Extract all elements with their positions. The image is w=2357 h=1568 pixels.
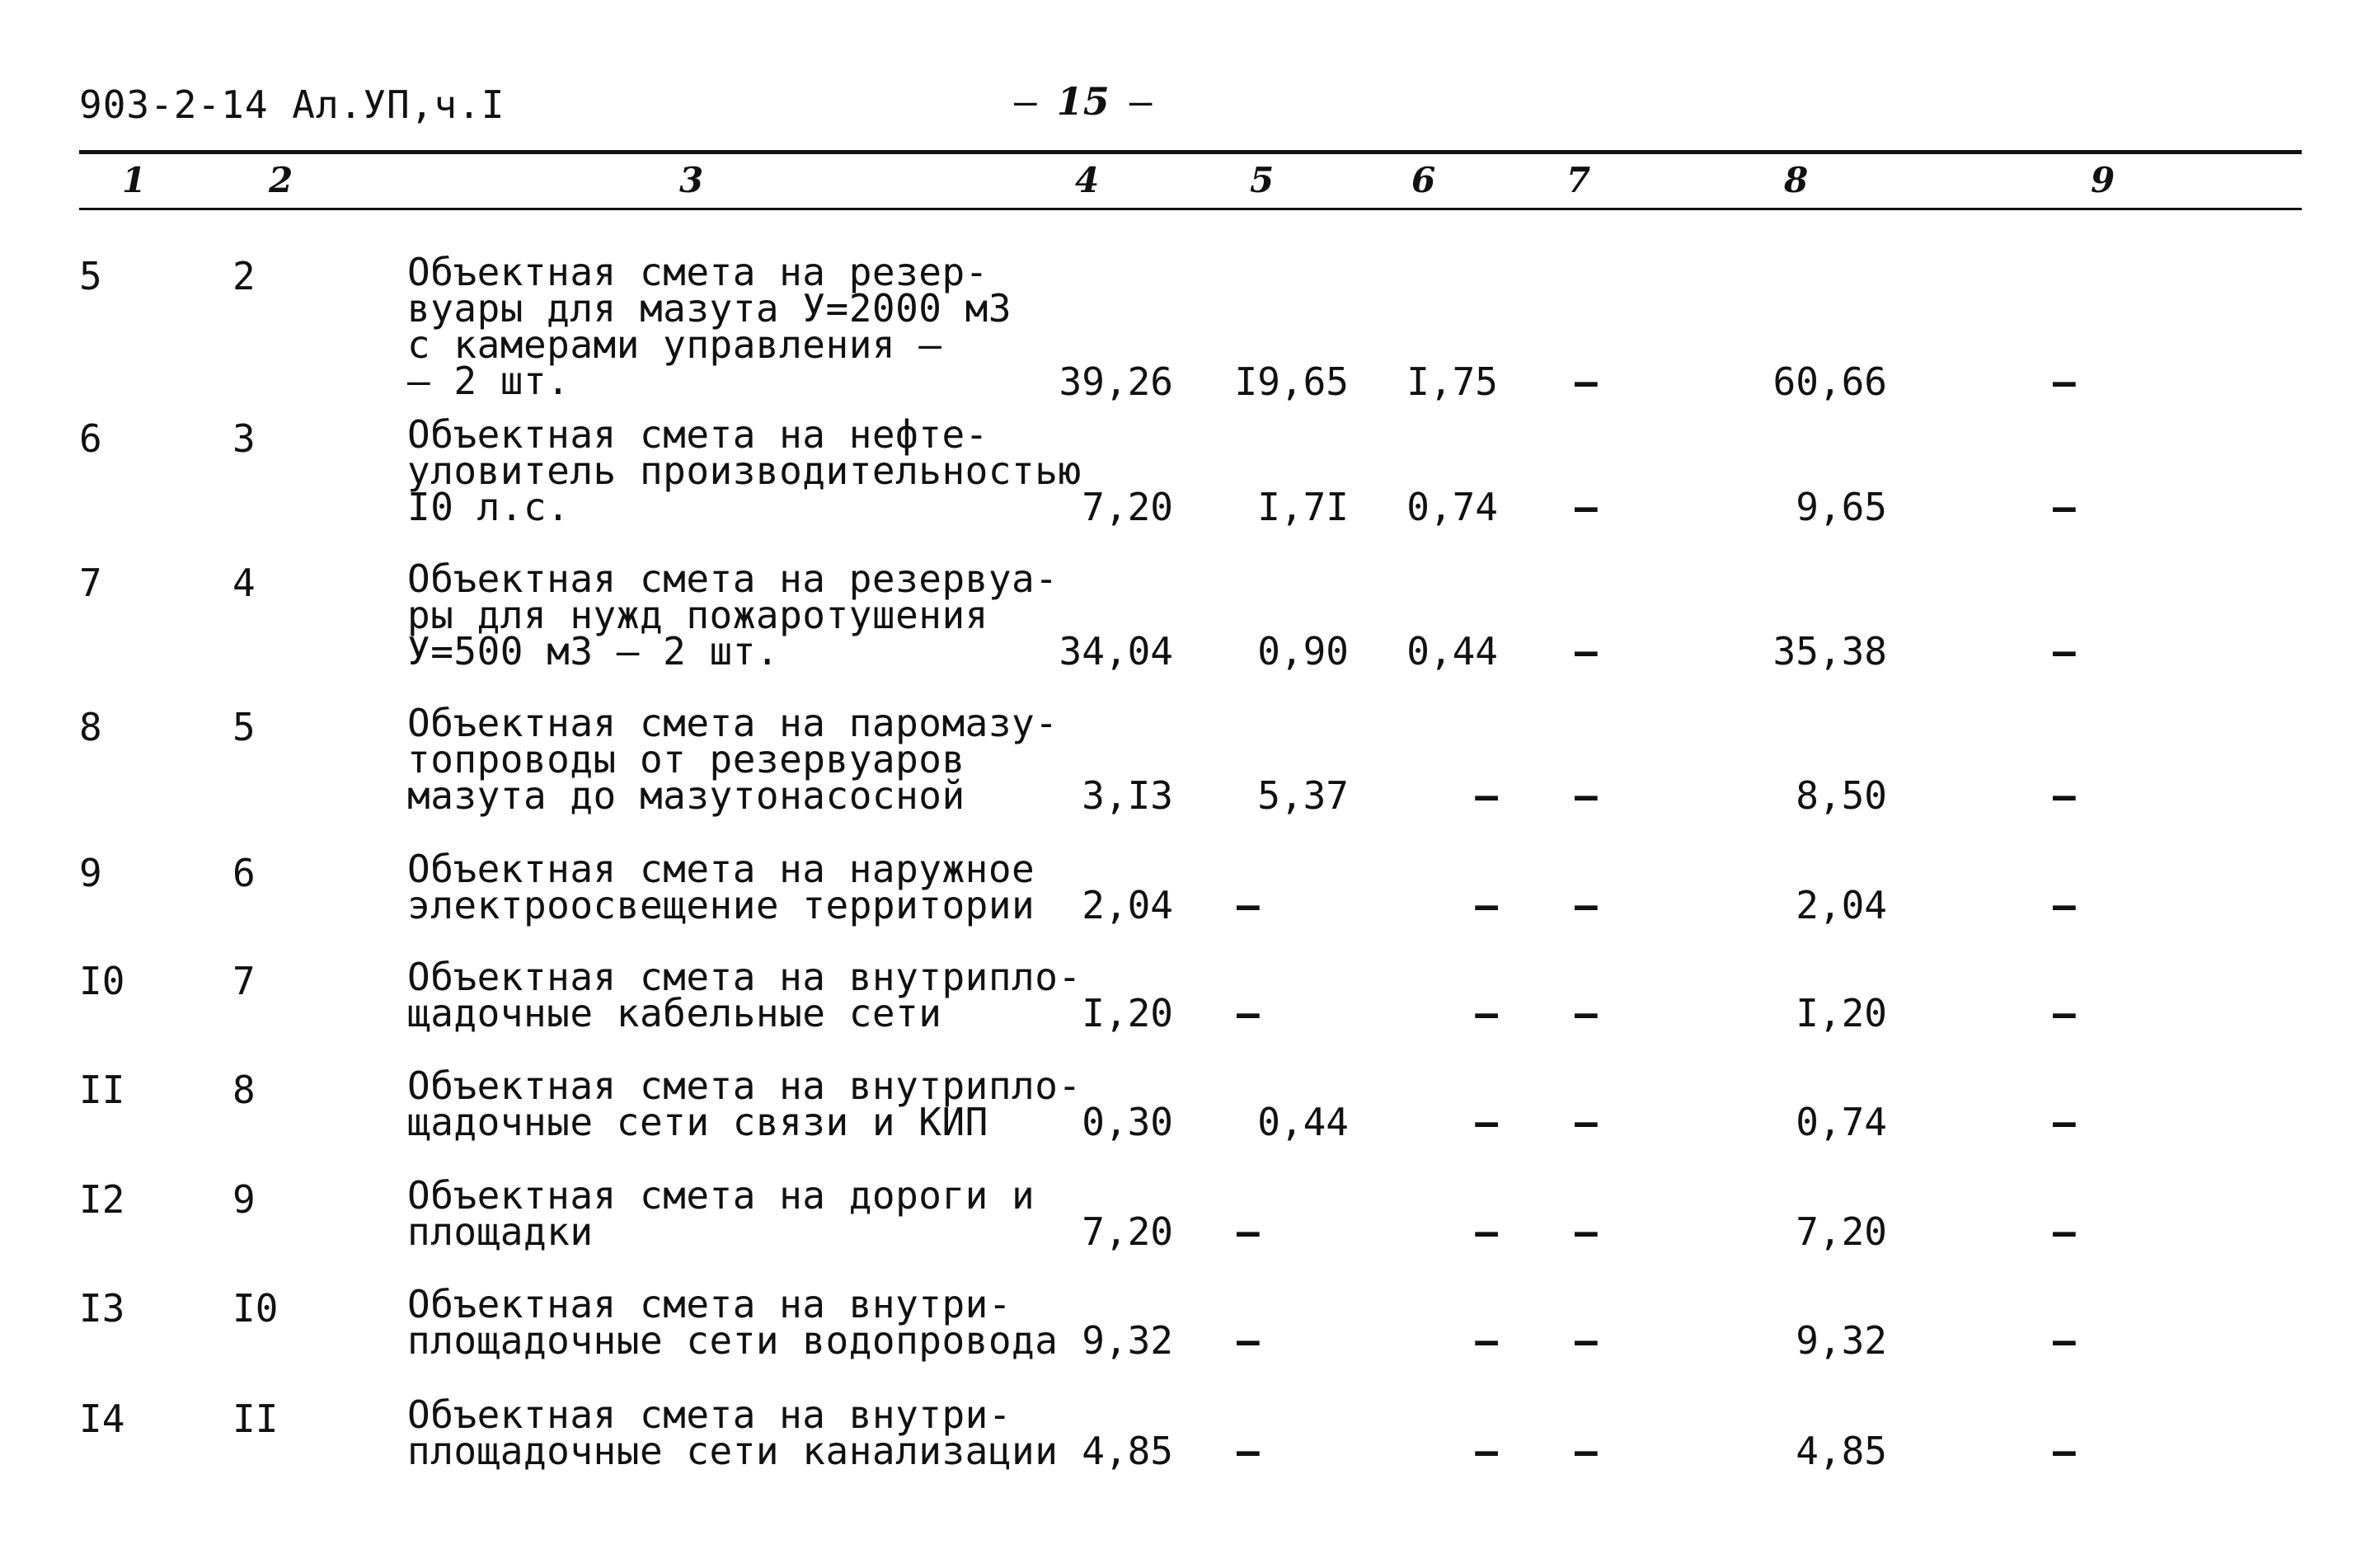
estimate-number: 3: [232, 416, 256, 461]
value-col-4: 7,20: [1082, 1209, 1173, 1254]
value-col-6: 0,44: [1406, 629, 1498, 674]
total-col-8: 35,38: [1772, 629, 1887, 674]
value-col-5: 0,90: [1257, 629, 1349, 674]
value-col-9: –: [2053, 1429, 2076, 1473]
row-number: 7: [79, 561, 102, 605]
estimate-description: Объектная смета на наружное электроосвещение территории: [407, 847, 1035, 927]
page-dash-right: –: [1129, 79, 1153, 124]
estimate-description: Объектная смета на внутрипло- щадочные кабельные сети: [407, 955, 1082, 1035]
value-col-7: –: [1575, 883, 1598, 927]
value-col-5: –: [1237, 883, 1260, 927]
value-col-4: 2,04: [1082, 883, 1173, 927]
estimate-description: Объектная смета на внутрипло- щадочные сети связи и КИП: [407, 1063, 1082, 1144]
row-number: 5: [79, 254, 102, 298]
total-col-8: 0,74: [1796, 1100, 1887, 1144]
row-number: I0: [79, 959, 125, 1003]
estimate-number: II: [232, 1397, 279, 1441]
value-col-6: –: [1475, 773, 1498, 818]
column-header-5: 5: [1250, 160, 1275, 200]
value-col-7: –: [1575, 1100, 1598, 1144]
page-number-block: [1014, 79, 1152, 124]
table-row: [0, 1392, 2357, 1473]
estimate-description: Объектная смета на паромазу- топроводы от резервуаров мазута до мазутонасосной: [407, 701, 1059, 818]
row-number: 6: [79, 416, 102, 461]
table-row: [0, 1173, 2357, 1254]
value-col-5: –: [1237, 1429, 1260, 1473]
value-col-9: –: [2053, 629, 2076, 674]
table-row: [0, 701, 2357, 818]
estimate-number: I0: [232, 1286, 279, 1331]
value-col-5: I,7I: [1257, 485, 1349, 529]
value-col-7: –: [1575, 629, 1598, 674]
table-row: [0, 1063, 2357, 1144]
value-col-4: 7,20: [1082, 485, 1173, 529]
value-col-7: –: [1575, 485, 1598, 529]
column-header-1: 1: [122, 160, 147, 200]
estimate-number: 6: [232, 851, 256, 895]
value-col-4: 9,32: [1082, 1318, 1173, 1363]
column-header-8: 8: [1784, 160, 1809, 200]
value-col-5: –: [1237, 1318, 1260, 1363]
value-col-9: –: [2053, 1318, 2076, 1363]
value-col-5: –: [1237, 1209, 1260, 1254]
value-col-6: –: [1475, 991, 1498, 1035]
table-row: [0, 250, 2357, 404]
total-col-8: 9,65: [1796, 485, 1887, 529]
estimate-number: 5: [232, 705, 256, 749]
table-row: [0, 847, 2357, 927]
column-header-7: 7: [1566, 160, 1591, 200]
column-header-3: 3: [679, 160, 704, 200]
total-col-8: 4,85: [1796, 1429, 1887, 1473]
value-col-4: 34,04: [1059, 629, 1173, 674]
estimate-number: 2: [232, 254, 256, 298]
value-col-4: 0,30: [1082, 1100, 1173, 1144]
total-col-8: I,20: [1796, 991, 1887, 1035]
row-number: I2: [79, 1177, 125, 1222]
value-col-6: –: [1475, 1318, 1498, 1363]
value-col-7: –: [1575, 359, 1598, 404]
value-col-4: 4,85: [1082, 1429, 1173, 1473]
document-code: 903-2-14 Ал.УП,ч.I: [79, 82, 505, 127]
table-top-rule: [79, 150, 2302, 154]
estimate-number: 4: [232, 561, 256, 605]
estimate-description: Объектная смета на нефте- уловитель производительностью I0 л.с.: [407, 412, 1082, 529]
estimate-number: 8: [232, 1068, 256, 1112]
total-col-8: 9,32: [1796, 1318, 1887, 1363]
row-number: 8: [79, 705, 102, 749]
value-col-4: 3,I3: [1082, 773, 1173, 818]
column-header-2: 2: [269, 160, 293, 200]
estimate-description: Объектная смета на дороги и площадки: [407, 1173, 1035, 1254]
value-col-7: –: [1575, 1429, 1598, 1473]
total-col-8: 8,50: [1796, 773, 1887, 818]
total-col-8: 2,04: [1796, 883, 1887, 927]
value-col-9: –: [2053, 485, 2076, 529]
value-col-9: –: [2053, 773, 2076, 818]
value-col-7: –: [1575, 1318, 1598, 1363]
value-col-7: –: [1575, 773, 1598, 818]
row-number: II: [79, 1068, 125, 1112]
value-col-6: –: [1475, 1100, 1498, 1144]
total-col-8: 60,66: [1772, 359, 1887, 404]
total-col-8: 7,20: [1796, 1209, 1887, 1254]
value-col-5: I9,65: [1234, 359, 1349, 404]
value-col-7: –: [1575, 991, 1598, 1035]
value-col-5: 0,44: [1257, 1100, 1349, 1144]
table-header-rule: [79, 208, 2302, 210]
value-col-9: –: [2053, 359, 2076, 404]
table-row: [0, 412, 2357, 529]
value-col-9: –: [2053, 883, 2076, 927]
column-header-4: 4: [1075, 160, 1100, 200]
value-col-5: 5,37: [1257, 773, 1349, 818]
value-col-9: –: [2053, 991, 2076, 1035]
estimate-description: Объектная смета на внутри- площадочные сети канализации: [407, 1392, 1059, 1473]
value-col-7: –: [1575, 1209, 1598, 1254]
value-col-4: 39,26: [1059, 359, 1173, 404]
estimate-number: 9: [232, 1177, 256, 1222]
table-row: [0, 955, 2357, 1035]
value-col-6: –: [1475, 1209, 1498, 1254]
table-row: [0, 1282, 2357, 1363]
value-col-9: –: [2053, 1209, 2076, 1254]
row-number: 9: [79, 851, 102, 895]
page-dash-left: –: [1014, 79, 1037, 124]
column-header-6: 6: [1411, 160, 1436, 200]
value-col-5: –: [1237, 991, 1260, 1035]
estimate-description: Объектная смета на внутри- площадочные сети водопровода: [407, 1282, 1059, 1363]
value-col-6: –: [1475, 883, 1498, 927]
estimate-number: 7: [232, 959, 256, 1003]
value-col-6: 0,74: [1406, 485, 1498, 529]
value-col-4: I,20: [1082, 991, 1173, 1035]
column-header-9: 9: [2091, 160, 2115, 200]
value-col-9: –: [2053, 1100, 2076, 1144]
row-number: I3: [79, 1286, 125, 1331]
row-number: I4: [79, 1397, 125, 1441]
value-col-6: –: [1475, 1429, 1498, 1473]
value-col-6: I,75: [1406, 359, 1498, 404]
table-row: [0, 556, 2357, 674]
estimate-description: Объектная смета на резервуа- ры для нужд пожаротушения У=500 м3 – 2 шт.: [407, 556, 1059, 674]
page-number: 15: [1056, 79, 1110, 124]
estimate-description: Объектная смета на резер- вуары для мазута У=2000 м3 с камерами управления – – 2 шт.: [407, 250, 1012, 403]
